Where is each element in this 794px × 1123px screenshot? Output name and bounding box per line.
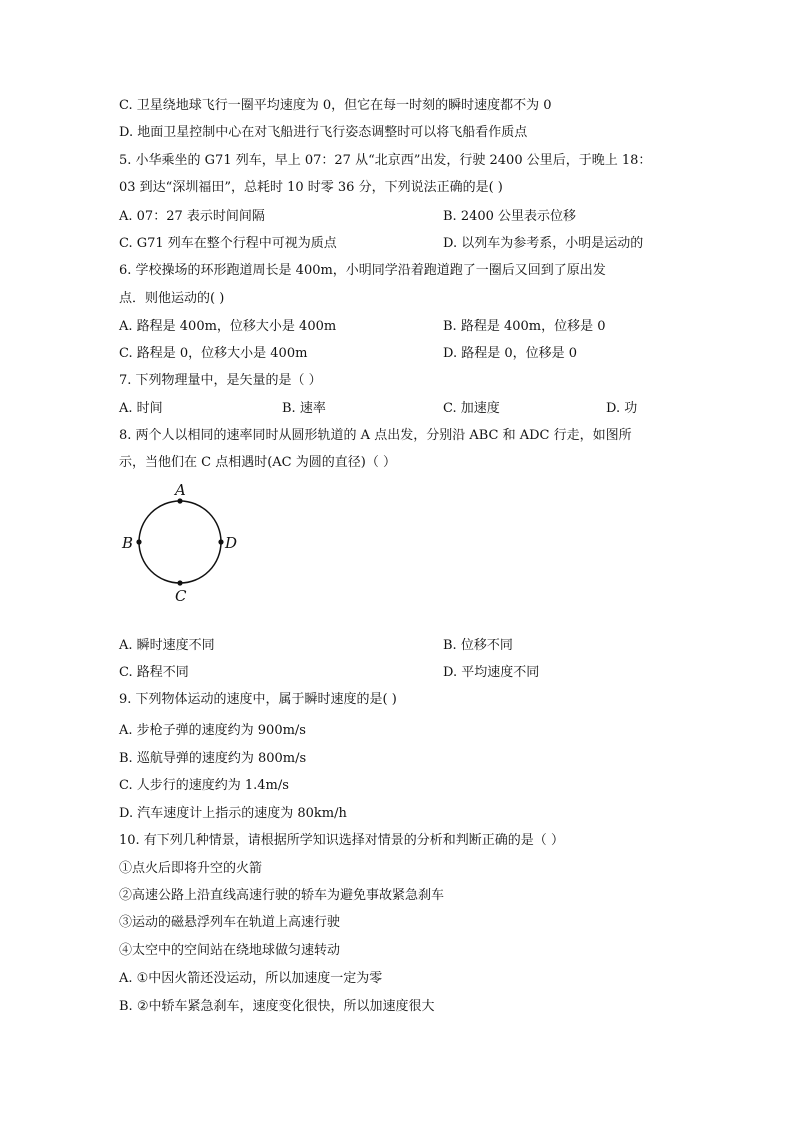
- q6-option-a: A. 路程是 400m，位移大小是 400m: [119, 319, 337, 334]
- q8-stem-line1: 8. 两个人以相同的速率同时从圆形轨道的 A 点出发，分别沿 ABC 和 ADC 行走，如图所: [119, 428, 632, 443]
- q8-stem-line2: 示，当他们在 C 点相遇时(AC 为圆的直径)（ ）: [119, 455, 396, 470]
- q7-option-d: D. 功: [606, 401, 638, 416]
- q6-option-c: C. 路程是 0，位移大小是 400m: [119, 346, 308, 361]
- q9-stem: 9. 下列物体运动的速度中，属于瞬时速度的是( ): [119, 692, 397, 707]
- q8-option-c: C. 路程不同: [119, 665, 189, 680]
- circle-track-figure: [112, 478, 252, 608]
- q10-scenario-3: ③运动的磁悬浮列车在轨道上高速行驶: [119, 915, 341, 930]
- q8-option-d: D. 平均速度不同: [443, 665, 540, 680]
- q10-stem: 10. 有下列几种情景，请根据所学知识选择对情景的分析和判断正确的是（ ）: [119, 833, 564, 848]
- q6-stem-line2: 点．则他运动的( ): [119, 291, 225, 306]
- q10-scenario-4: ④太空中的空间站在绕地球做匀速转动: [119, 943, 341, 958]
- q6-option-b: B. 路程是 400m，位移是 0: [443, 319, 606, 334]
- q10-option-b: B. ②中轿车紧急刹车，速度变化很快，所以加速度很大: [119, 999, 435, 1014]
- q5-stem-line2: 03 到达“深圳福田”，总耗时 10 时零 36 分，下列说法正确的是( ): [119, 180, 503, 195]
- q5-option-c: C. G71 列车在整个行程中可视为质点: [119, 236, 337, 251]
- circle-track: [139, 501, 221, 583]
- q9-option-a: A. 步枪子弹的速度约为 900m/s: [119, 723, 306, 738]
- q8-option-b: B. 位移不同: [443, 638, 513, 653]
- point-b-dot: [136, 539, 141, 544]
- q9-option-d: D. 汽车速度计上指示的速度为 80km/h: [119, 806, 347, 821]
- q7-option-a: A. 时间: [119, 401, 163, 416]
- point-a-label: A: [175, 481, 186, 499]
- point-c-dot: [177, 580, 182, 585]
- q6-option-d: D. 路程是 0，位移是 0: [443, 346, 578, 361]
- q5-option-a: A. 07：27 表示时间间隔: [119, 209, 265, 224]
- point-b-label: B: [122, 534, 134, 552]
- q8-option-a: A. 瞬时速度不同: [119, 638, 215, 653]
- point-d-label: D: [225, 534, 238, 552]
- q7-option-c: C. 加速度: [443, 401, 500, 416]
- q5-option-d: D. 以列车为参考系，小明是运动的: [443, 236, 644, 251]
- q9-option-c: C. 人步行的速度约为 1.4m/s: [119, 778, 289, 793]
- point-c-label: C: [175, 587, 187, 605]
- q7-option-b: B. 速率: [282, 401, 326, 416]
- q5-stem-line1: 5. 小华乘坐的 G71 列车，早上 07：27 从“北京西”出发，行驶 2400 公里后，于晚上 18：: [119, 153, 652, 168]
- q10-option-a: A. ①中因火箭还没运动，所以加速度一定为零: [119, 971, 383, 986]
- q7-stem: 7. 下列物理量中，是矢量的是（ ）: [119, 373, 322, 388]
- point-a-dot: [177, 498, 182, 503]
- q5-option-b: B. 2400 公里表示位移: [443, 209, 577, 224]
- q10-scenario-2: ②高速公路上沿直线高速行驶的轿车为避免事故紧急刹车: [119, 888, 445, 903]
- q4-option-c: C. 卫星绕地球飞行一圈平均速度为 0，但它在每一时刻的瞬时速度都不为 0: [119, 98, 552, 113]
- point-d-dot: [218, 539, 223, 544]
- q6-stem-line1: 6. 学校操场的环形跑道周长是 400m，小明同学沿着跑道跑了一圈后又回到了原出发: [119, 263, 606, 278]
- q4-option-d: D. 地面卫星控制中心在对飞船进行飞行姿态调整时可以将飞船看作质点: [119, 125, 528, 140]
- q9-option-b: B. 巡航导弹的速度约为 800m/s: [119, 751, 307, 766]
- q10-scenario-1: ①点火后即将升空的火箭: [119, 861, 263, 876]
